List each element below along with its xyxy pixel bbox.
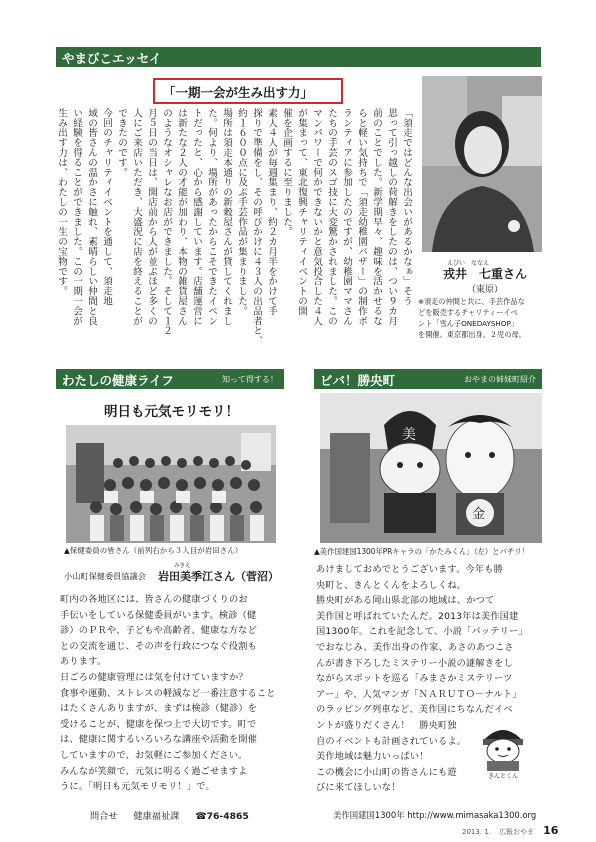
sister-footer-link[interactable]: 美作国建国1300年 http://www.mimasaka1300.org — [333, 810, 537, 820]
footer-issue: 2013. 1. — [462, 828, 491, 836]
kinto-kun-character-icon — [475, 719, 531, 771]
essay-photo-caption: ※須走の仲間と共に、手芸作品な どを販売するチャリティーイベ ント「雪ん子ONEDAYSHOP」 を開催。東京都出身。２児の母。 — [418, 297, 526, 339]
health-person-name: 岩田美季江さん（菅沼） — [158, 570, 279, 583]
health-group-photo — [66, 425, 276, 543]
page-footer — [462, 819, 558, 838]
health-body: 町内の各地区には、皆さんの健康づくりのお 手伝いをしている保健委員がいます。検診（健 診）のＰＲや、子どもや高齢者、健康な方など との交流を通じ、その声を行政につなぐ役割も あります。 日ごろの健康管理には気を付けていますか？ 食事や運動、ストレスの軽減など一番注意すること はたくさんありますが、まずは検診（健診）を 受けることが、健康を保つ上で大切です。町で は、健康に関するいろいろな講座や活動を開催 していますので、お気軽にご参加ください。 みんなが笑顔で、元気に明るく過ごせますよ うに。「明日も元気モリモリ！」で。 — [60, 594, 276, 793]
health-section-bar — [56, 369, 284, 389]
page-number: 16 — [543, 824, 559, 837]
essay-portrait-photo — [422, 76, 542, 252]
health-headline: 明日も元気モリモリ！ — [104, 404, 239, 420]
essay-person-area: （東原） — [467, 285, 504, 295]
essay-headline: 「一期一会が生み出す力」 — [153, 78, 343, 104]
sister-photo-caption: ▲美作国建国1300年PRキャラの「かたみくん」（左）とパチリ！ — [314, 547, 530, 556]
contact-dept: 健康福祉課 — [133, 811, 180, 822]
svg-text:金: 金 — [472, 507, 486, 522]
essay-person-name: 戎井 七重さん — [443, 267, 528, 281]
essay-person-ruby: えびい ななえ — [447, 260, 490, 267]
sister-section-bar — [314, 369, 542, 389]
health-contact — [90, 808, 249, 822]
sister-section-title: ビバ！勝央町 — [320, 373, 396, 388]
essay-section-title: やまびこエッセイ — [62, 51, 162, 66]
health-org: 小山町保健委員協議会 — [64, 571, 146, 581]
contact-tel: ☎76-4865 — [195, 811, 249, 822]
health-section-sub: 知って得する！ — [222, 375, 278, 384]
svg-text:美: 美 — [402, 427, 416, 443]
health-person-ruby: みきえ — [174, 563, 191, 569]
sister-body: あけましておめでとうございます。今年も勝 央町と、きんとくんをよろしくね。 勝央町がある岡山県北部の地域は、かつて 美作国と呼ばれていたんだ。2013年は美作国建 国1300年。これを記念して、小説「パッテリー」 でおなじみ、美作出身の作家、あさのあつこさ んが書き下ろしたミステリー小説の謎解きをし ながらスポットを巡る「みまさかミステリーツ アー」や、人気マンガ「ＮＡＲＵＴＯ－ナルト」 のラッピング列車など、美作国にちなんだイベ ントが盛りだくさん！ 勝央町独 自のイベントも計画されているよ。 美作地域は魅力いっぱい！ この機会に小山町の皆さんにも遊 びに来てほしいな！ — [316, 564, 528, 794]
essay-section-bar — [56, 47, 541, 67]
kinto-kun-label: きんとくん — [488, 773, 519, 780]
footer-publication: 広報おやま — [499, 828, 535, 836]
sister-mascot-photo — [320, 393, 542, 543]
health-section-title: わたしの健康ライフ — [62, 373, 174, 388]
health-photo-caption: ▲保健委員の皆さん（前列右から３人目が岩田さん） — [64, 546, 243, 555]
contact-label: 問合せ — [90, 811, 118, 822]
essay-body: 「須走ではどんな出会いがあるかなぁ」そう 思って引っ越しの荷解きをしたのは、つい９カ月 前のことでした。新学期早々、趣味を活かせるな らと軽い気持ちで「須走幼稚園バザー」の制作ボ ランティアに参加したのですが、幼稚園ママさん たちの手芸のスゴ技に大変驚かされました。この マンパワーで何かできないかと意気投合した４人 が集まって、東北復興チャリティイベントの開 催を企画するに至りました。 素人４人が毎週集まり、約２カ月半をかけて手 探りで準備をし、その呼びかけに４３人の出品者と、 約１６００点に及ぶ手芸作品が集まりました。 場所は須走本通りの新穀屋さんが貸してくれまし た。何より、場所があったからこそできたイベン トだったと、心から感謝しています。店舗運営に は新たな２人の才能が加わり、本物の雑貨屋さん のようなオシャレなお店ができました。そして１２ 月５日の当日は、開店前から人が並ぶほど多くの 人にご来店いただき、大盛況に店を終えることが できたのです。 今回のチャリティイベントを通して、須走地 域の皆さんの温かさに触れ、素晴らしい仲間と良 い経験を得ることができました。この一期一会が 生み出す力は、わたしの一生の宝物です。 — [56, 108, 412, 346]
sister-section-sub: おやまの姉妹町紹介 — [464, 375, 536, 384]
